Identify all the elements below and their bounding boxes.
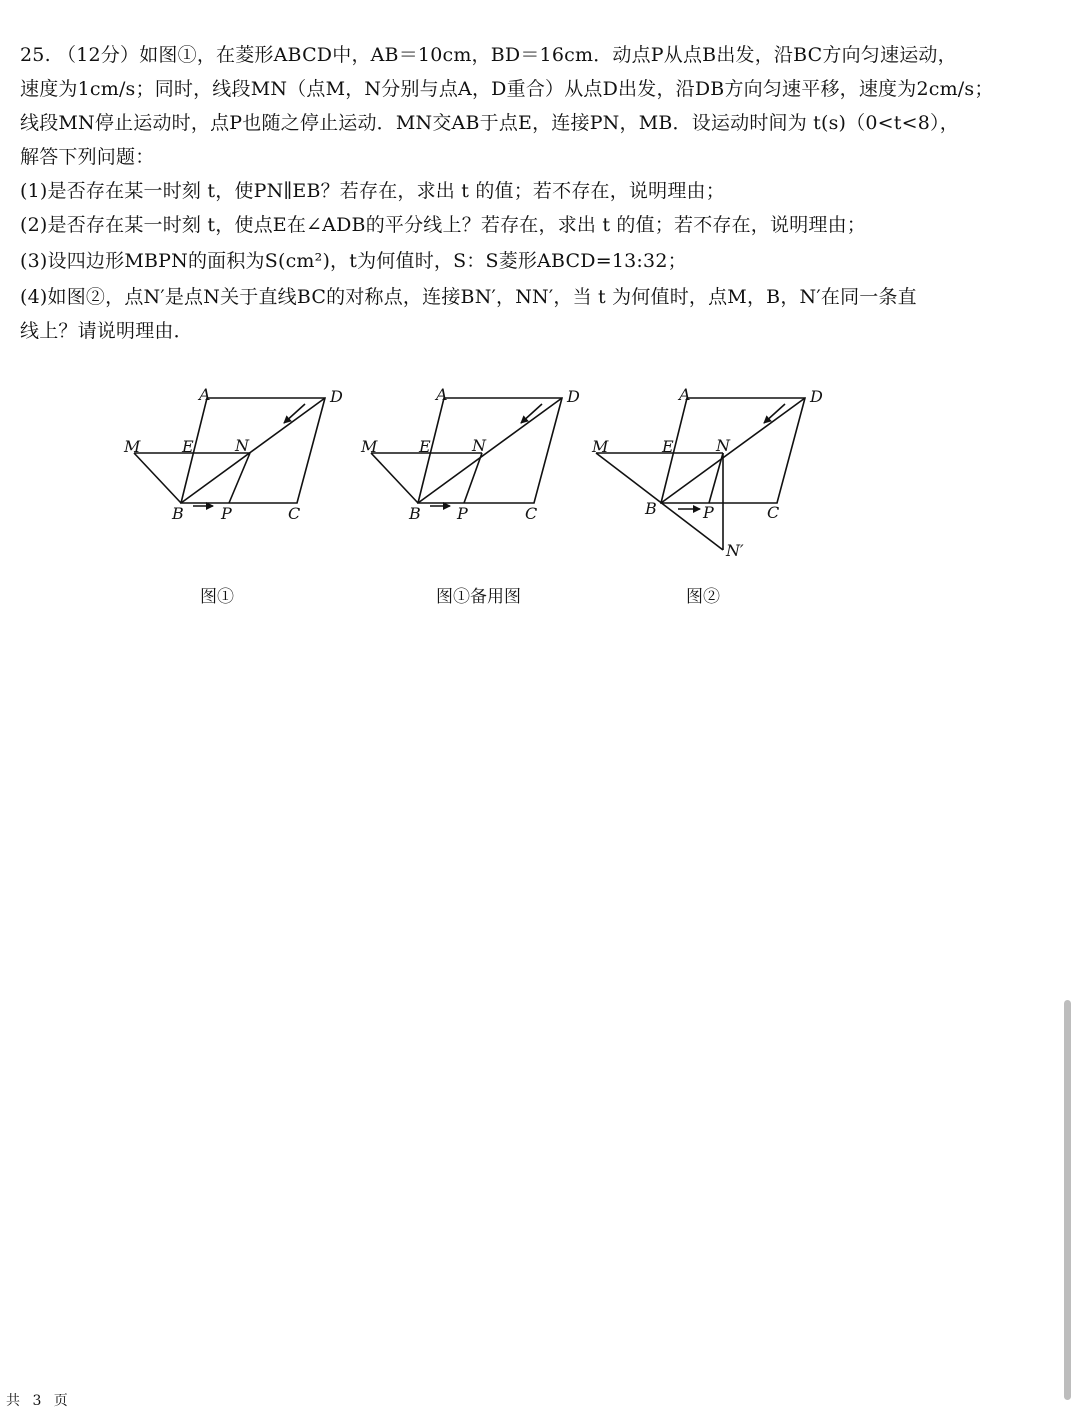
label-m: M <box>361 437 378 456</box>
label-m: M <box>592 437 609 456</box>
segment-pn <box>464 453 482 503</box>
sub-question-2: (2)是否存在某一时刻 t，使点E在∠ADB的平分线上？若存在，求出 t 的值；若不存在，说明理由； <box>20 214 867 236</box>
label-e: E <box>662 437 674 456</box>
label-d: D <box>330 387 343 406</box>
segment-mb <box>371 453 418 503</box>
label-b: B <box>645 499 657 518</box>
figure-2 <box>596 398 805 550</box>
label-e: E <box>182 437 194 456</box>
question-line-2: 速度为1cm/s；同时，线段MN（点M，N分别与点A，D重合）从点D出发，沿DB方向匀速平移，速度为2cm/s； <box>20 78 994 100</box>
label-m: M <box>124 437 141 456</box>
sub-question-1: (1)是否存在某一时刻 t，使PN∥EB？若存在，求出 t 的值；若不存在，说明理由； <box>20 180 725 202</box>
figures-area <box>0 378 1080 618</box>
sub-question-3: (3)设四边形MBPN的面积为S(cm²)，t为何值时，S：S菱形ABCD=13:32； <box>20 250 687 272</box>
caption-fig2: 图② <box>686 587 720 607</box>
sub-question-4-cont: 线上？请说明理由． <box>20 320 193 342</box>
label-d: D <box>810 387 823 406</box>
label-c: C <box>288 504 301 523</box>
label-p: P <box>221 504 232 523</box>
label-d: D <box>567 387 580 406</box>
caption-fig1-backup: 图①备用图 <box>436 587 521 607</box>
label-p: P <box>457 504 468 523</box>
figure-1 <box>134 398 325 506</box>
segment-mb <box>134 453 181 503</box>
question-line-4: 解答下列问题： <box>20 146 155 168</box>
label-b: B <box>172 504 184 523</box>
scrollbar-thumb[interactable] <box>1064 1000 1071 1400</box>
label-a: A <box>679 385 691 404</box>
segment-pn <box>709 453 723 503</box>
label-n: N <box>472 436 486 455</box>
question-line-1: 25. （12分）如图①，在菱形ABCD中，AB＝10cm，BD＝16cm．动点P从点B出发，沿BC方向匀速运动， <box>20 44 957 66</box>
label-c: C <box>525 504 538 523</box>
label-a: A <box>199 385 211 404</box>
question-block <box>20 38 1030 348</box>
label-n: N <box>716 436 730 455</box>
segment-mn-prime <box>596 453 723 550</box>
caption-fig1: 图① <box>200 587 234 607</box>
figure-1-backup <box>371 398 562 506</box>
label-n: N <box>235 436 249 455</box>
label-p: P <box>703 503 714 522</box>
page-footer: 共 3 页 <box>6 1393 72 1409</box>
label-c: C <box>767 503 780 522</box>
label-n-prime: N′ <box>726 541 744 560</box>
label-e: E <box>419 437 431 456</box>
question-line-3: 线段MN停止运动时，点P也随之停止运动．MN交AB于点E，连接PN，MB．设运动时间为 t(s)（0<t<8）， <box>20 112 959 134</box>
label-b: B <box>409 504 421 523</box>
figures-svg <box>0 378 1080 618</box>
sub-question-4: (4)如图②，点N′是点N关于直线BC的对称点，连接BN′，NN′，当 t 为何值时，点M，B，N′在同一条直 <box>20 286 917 308</box>
label-a: A <box>436 385 448 404</box>
